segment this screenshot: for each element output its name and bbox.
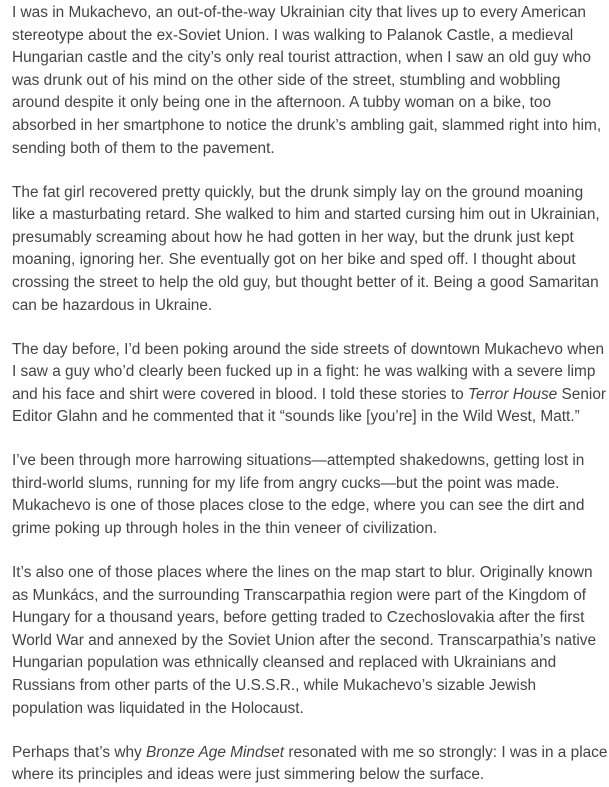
paragraph-2: The fat girl recovered pretty quickly, but the drunk simply lay on the ground moaning like a masturbating retard. She walked to him and started cursing him out in Ukrainian, presumably screaming about how he had gotten in her way, but the drunk just kept moaning, ignoring her. She eventually got on her bike and sped off. I thought about crossing the street to help the old guy, but thought better of it. Being a good Samaritan can be hazardous in Ukraine. [12, 183, 600, 314]
paragraph-1: I was in Mukachevo, an out-of-the-way Ukrainian city that lives up to every American stereotype about the ex-Soviet Union. I was walking to Palanok Castle, a medieval Hungarian castle and the city’s only real tourist attraction, when I saw an old guy who was drunk out of his mind on the other side of the street, stumbling and wobbling around despite it only being one in the afternoon. A tubby woman on a bike, too absorbed in her smartphone to notice the drunk’s ambling gait, slammed right into him, sending both of them to the pavement. [12, 4, 602, 157]
paragraph-3-text-end: Senior Editor Glahn and he commented that it “sounds like [you’re] in the Wild West, Matt.” [12, 385, 607, 426]
publication-name-terror-house: Terror House [468, 385, 558, 403]
paragraph-6-text-end: resonated with me so strongly: I was in a place where its principles and ideas were just simmering below the surface. [12, 743, 608, 784]
paragraph-3 [12, 339, 609, 429]
paragraph-6 [12, 742, 609, 787]
paragraph-4: I’ve been through more harrowing situations—attempted shakedowns, getting lost in third-world slums, running for my life from angry cucks—but the point was made. Mukachevo is one of those places close to the edge, where you can see the dirt and grime poking up through holes in the thin veneer of civilization. [12, 452, 585, 538]
book-title-bronze-age-mindset: Bronze Age Mindset [146, 743, 285, 761]
paragraph-5: It’s also one of those places where the lines on the map start to blur. Originally known as Munkács, and the surrounding Transcarpathia region were part of the Kingdom of Hungary for a thousand years, before getting traded to Czechoslovakia after the first World War and annexed by the Soviet Union after the second. Transcarpathia’s native Hungarian population was ethnically cleansed and replaced with Ukrainians and Russians from other parts of the U.S.S.R., while Mukachevo’s sizable Jewish population was liquidated in the Holocaust. [12, 564, 597, 717]
paragraph-6-text-start: Perhaps that’s why [12, 743, 147, 761]
paragraph-3-text-start: The day before, I’d been poking around the side streets of downtown Mukachevo when I saw a guy who’d clearly been fucked up in a fight: he was walking with a severe limp and his face and shirt were covered in blood. I told these stories to [12, 340, 605, 403]
